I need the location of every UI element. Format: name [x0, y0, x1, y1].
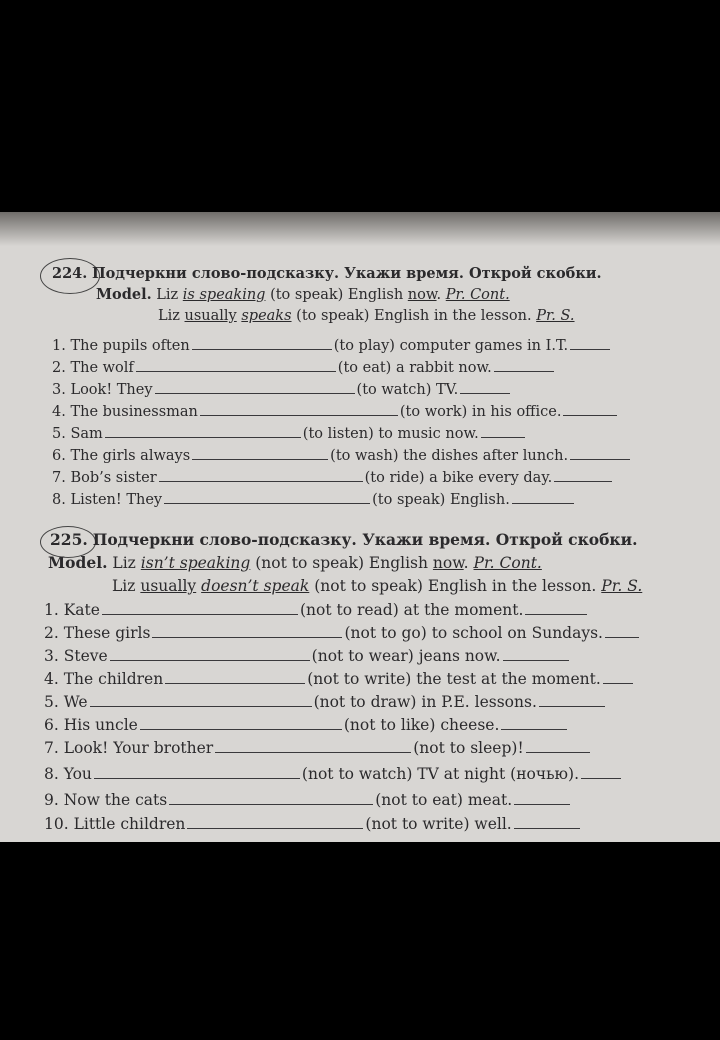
answer-blank[interactable]	[526, 739, 590, 753]
answer-blank[interactable]	[525, 601, 587, 615]
exercise-item	[52, 446, 632, 466]
item-rest: (to watch) TV.	[356, 382, 459, 398]
exercise-item	[44, 600, 589, 620]
item-rest: (not to write) the test at the moment.	[307, 670, 601, 688]
model-hint-word: now	[407, 287, 437, 303]
item-start: 8. You	[44, 765, 92, 783]
exercise-item	[52, 424, 527, 444]
answer-blank[interactable]	[501, 716, 567, 730]
item-rest: (not to go) to school on Sundays.	[344, 624, 603, 642]
model-paren: (not to speak) English	[255, 554, 428, 572]
answer-blank[interactable]	[570, 446, 630, 460]
item-rest: (not to like) cheese.	[343, 716, 500, 734]
item-rest: (not to sleep)!	[413, 739, 524, 757]
answer-blank[interactable]	[570, 336, 610, 350]
answer-blank[interactable]	[169, 791, 373, 805]
model-subject: Liz	[112, 577, 136, 595]
answer-blank[interactable]	[215, 739, 411, 753]
answer-blank[interactable]	[481, 424, 525, 438]
item-start: 1. The pupils often	[52, 338, 190, 354]
answer-blank[interactable]	[581, 765, 621, 779]
answer-blank[interactable]	[164, 490, 370, 504]
item-start: 6. The girls always	[52, 448, 191, 464]
exercise-225-model-1: Model. Liz isn’t speaking (not to speak) English now. Pr. Cont.	[48, 553, 542, 572]
model-subject: Liz	[158, 308, 180, 324]
model-verb: is speaking	[182, 287, 266, 303]
item-start: 7. Bob’s sister	[52, 470, 157, 486]
model-tense: Pr. S.	[536, 308, 575, 324]
model-verb: doesn’t speak	[201, 577, 310, 595]
model-verb: isn’t speaking	[140, 554, 251, 572]
model-tense: Pr. Cont.	[445, 287, 510, 303]
item-rest: (to ride) a bike every day.	[364, 470, 553, 486]
model-hint-word: usually	[140, 577, 197, 595]
answer-blank[interactable]	[503, 647, 569, 661]
exercise-item	[44, 715, 569, 735]
answer-blank[interactable]	[603, 670, 633, 684]
answer-blank[interactable]	[90, 693, 312, 707]
exercise-item	[44, 623, 641, 643]
item-start: 2. The wolf	[52, 360, 134, 376]
answer-blank[interactable]	[512, 490, 574, 504]
exercise-item	[52, 468, 614, 488]
exercise-item	[44, 692, 607, 712]
exercise-item	[44, 814, 582, 834]
item-start: 5. Sam	[52, 426, 103, 442]
model-hint-word: now	[432, 554, 464, 572]
exercise-instruction: Подчеркни слово-подсказку. Укажи время. Открой скобки.	[91, 265, 602, 282]
answer-blank[interactable]	[554, 468, 612, 482]
answer-blank[interactable]	[514, 815, 580, 829]
answer-blank[interactable]	[460, 380, 510, 394]
answer-blank[interactable]	[152, 624, 342, 638]
item-start: 9. Now the cats	[44, 791, 168, 809]
model-paren: (to speak) English in the lesson.	[296, 308, 532, 324]
page-shadow	[0, 212, 720, 246]
item-rest: (not to eat) meat.	[375, 791, 513, 809]
item-rest: (to work) in his office.	[399, 404, 562, 420]
item-start: 1. Kate	[44, 601, 100, 619]
answer-blank[interactable]	[494, 358, 554, 372]
answer-blank[interactable]	[136, 358, 336, 372]
exercise-225-model-2	[112, 576, 642, 596]
exercise-item	[44, 646, 571, 666]
item-start: 3. Steve	[44, 647, 108, 665]
answer-blank[interactable]	[192, 336, 332, 350]
answer-blank[interactable]	[514, 791, 570, 805]
model-label: Model.	[48, 553, 108, 572]
model-hint-word: usually	[184, 308, 237, 324]
item-rest: (not to write) well.	[365, 815, 512, 833]
item-rest: (not to wear) jeans now.	[311, 647, 501, 665]
answer-blank[interactable]	[187, 815, 363, 829]
exercise-number: 224.	[52, 265, 88, 282]
item-rest: (not to watch) TV at night (ночью).	[301, 765, 580, 783]
item-start: 7. Look! Your brother	[44, 739, 214, 757]
answer-blank[interactable]	[102, 601, 298, 615]
exercise-224-model-1: Model. Liz is speaking (to speak) English now. Pr. Cont.	[96, 286, 510, 303]
answer-blank[interactable]	[159, 468, 363, 482]
exercise-instruction: Подчеркни слово-подсказку. Укажи время. Открой скобки.	[92, 530, 638, 549]
item-start: 3. Look! They	[52, 382, 153, 398]
exercise-item	[52, 402, 619, 422]
model-subject: Liz	[112, 554, 136, 572]
textbook-page	[0, 212, 720, 842]
exercise-item	[52, 490, 576, 510]
answer-blank[interactable]	[155, 380, 355, 394]
model-verb: speaks	[241, 308, 292, 324]
answer-blank[interactable]	[200, 402, 398, 416]
model-tense: Pr. S.	[601, 577, 643, 595]
item-rest: (not to draw) in P.E. lessons.	[313, 693, 537, 711]
exercise-item	[44, 764, 623, 784]
model-tense: Pr. Cont.	[473, 554, 542, 572]
item-start: 4. The businessman	[52, 404, 198, 420]
item-start: 5. We	[44, 693, 88, 711]
answer-blank[interactable]	[165, 670, 305, 684]
item-start: 6. His uncle	[44, 716, 138, 734]
item-start: 8. Listen! They	[52, 492, 163, 508]
item-start: 2. These girls	[44, 624, 151, 642]
answer-blank[interactable]	[605, 624, 639, 638]
item-rest: (to eat) a rabbit now.	[337, 360, 492, 376]
answer-blank[interactable]	[110, 647, 310, 661]
item-rest: (to wash) the dishes after lunch.	[330, 448, 569, 464]
exercise-item	[44, 669, 635, 689]
item-rest: (not to read) at the moment.	[299, 601, 524, 619]
exercise-item	[44, 738, 592, 758]
item-rest: (to speak) English.	[372, 492, 510, 508]
model-subject: Liz	[156, 287, 179, 303]
answer-blank[interactable]	[539, 693, 605, 707]
exercise-224-header	[52, 264, 602, 284]
answer-blank[interactable]	[192, 446, 328, 460]
exercise-224-model-2	[158, 306, 575, 326]
exercise-number: 225.	[50, 530, 88, 549]
answer-blank[interactable]	[105, 424, 301, 438]
exercise-item	[52, 380, 512, 400]
item-rest: (to play) computer games in I.T.	[333, 338, 569, 354]
exercise-item	[52, 336, 612, 356]
exercise-item	[44, 790, 572, 810]
exercise-225-header	[50, 530, 638, 550]
answer-blank[interactable]	[94, 765, 300, 779]
model-paren: (to speak) English	[270, 287, 404, 303]
model-paren: (not to speak) English in the lesson.	[314, 577, 597, 595]
item-rest: (to listen) to music now.	[302, 426, 479, 442]
answer-blank[interactable]	[563, 402, 617, 416]
model-label: Model.	[96, 286, 152, 303]
exercise-item	[52, 358, 556, 378]
answer-blank[interactable]	[140, 716, 342, 730]
item-start: 4. The children	[44, 670, 164, 688]
item-start: 10. Little children	[44, 815, 186, 833]
